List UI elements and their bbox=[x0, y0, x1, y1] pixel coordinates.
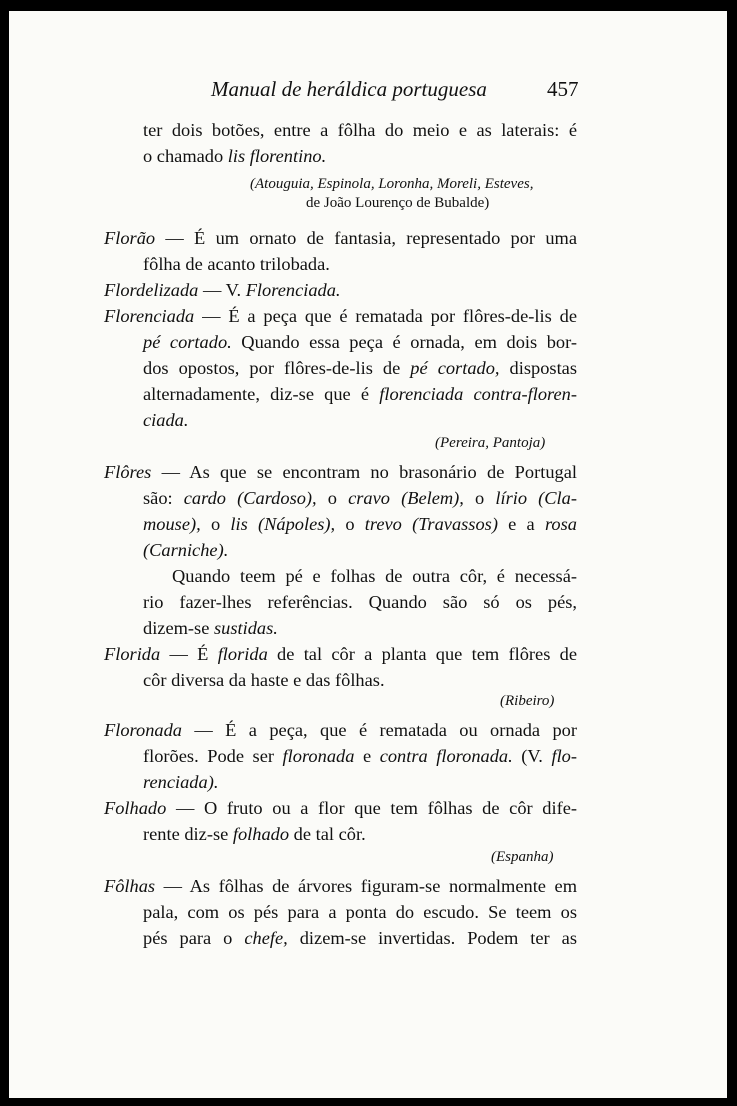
entry-term: Flordelizada bbox=[104, 280, 199, 300]
text-line: renciada). bbox=[143, 772, 219, 792]
text-line: mouse), o lis (Nápoles), o trevo (Travassos) e a rosa bbox=[143, 514, 577, 534]
text-line: dizem-se sustidas. bbox=[143, 618, 278, 638]
text-line: Quando teem pé e folhas de outra côr, é necessá- bbox=[172, 566, 577, 586]
entry-flordelizada: Flordelizada — V. Florenciada. bbox=[104, 280, 341, 300]
text-line: são: cardo (Cardoso), o cravo (Belem), o lírio (Cla- bbox=[143, 488, 577, 508]
text-line: pés para o chefe, dizem-se invertidas. Podem ter as bbox=[143, 928, 577, 948]
text-line: rente diz-se folhado de tal côr. bbox=[143, 824, 366, 844]
text-line: côr diversa da haste e das fôlhas. bbox=[143, 670, 385, 690]
source-citation: (Atouguia, Espinola, Loronha, Moreli, Esteves, bbox=[250, 176, 534, 192]
text-line: ter dois botões, entre a fôlha do meio e as laterais: é bbox=[143, 120, 577, 140]
entry-term: Fôlhas bbox=[104, 876, 156, 896]
entry-florida: Florida — É florida de tal côr a planta que tem flôres de bbox=[104, 644, 578, 664]
entry-term: Florida bbox=[104, 644, 161, 664]
entry-flores: Flôres — As que se encontram no brasonário de Portugal bbox=[104, 462, 577, 482]
source-citation: (Espanha) bbox=[491, 849, 554, 865]
source-citation: (Pereira, Pantoja) bbox=[435, 435, 546, 451]
text-line: rio fazer-lhes referências. Quando são só os pés, bbox=[143, 592, 577, 612]
text-line: alternadamente, diz-se que é florenciada contra-floren- bbox=[143, 384, 577, 404]
page bbox=[9, 11, 727, 1098]
entry-folhado: Folhado — O fruto ou a flor que tem fôlhas de côr dife- bbox=[104, 798, 577, 818]
text-line: fôlha de acanto trilobada. bbox=[143, 254, 330, 274]
entry-term: Floronada bbox=[104, 720, 182, 740]
page-number: 457 bbox=[547, 77, 579, 101]
entry-florao: Florão — É um ornato de fantasia, representado por uma bbox=[104, 228, 577, 248]
entry-term: Folhado bbox=[104, 798, 167, 818]
entry-folhas: Fôlhas — As fôlhas de árvores figuram-se normalmente em bbox=[104, 876, 577, 896]
entry-floronada: Floronada — É a peça, que é rematada ou ornada por bbox=[104, 720, 577, 740]
text-line: pala, com os pés para a ponta do escudo. Se teem os bbox=[143, 902, 577, 922]
text-line: dos opostos, por flôres-de-lis de pé cortado, dispostas bbox=[143, 358, 577, 378]
text-line: florões. Pode ser floronada e contra floronada. (V. flo- bbox=[143, 746, 577, 766]
text-line: pé cortado. Quando essa peça é ornada, em dois bor- bbox=[143, 332, 577, 352]
entry-term: Florão bbox=[104, 228, 156, 248]
text-line: o chamado lis florentino. bbox=[143, 146, 327, 166]
entry-term: Florenciada bbox=[104, 306, 195, 326]
source-citation: (Ribeiro) bbox=[500, 693, 555, 709]
running-header-title: Manual de heráldica portuguesa bbox=[211, 77, 487, 101]
entry-term: Flôres bbox=[104, 462, 152, 482]
text-line: ciada. bbox=[143, 410, 189, 430]
text-line: (Carniche). bbox=[143, 540, 229, 560]
source-citation: de João Lourenço de Bubalde) bbox=[306, 195, 490, 211]
entry-florenciada: Florenciada — É a peça que é rematada por flôres-de-lis de bbox=[104, 306, 577, 326]
